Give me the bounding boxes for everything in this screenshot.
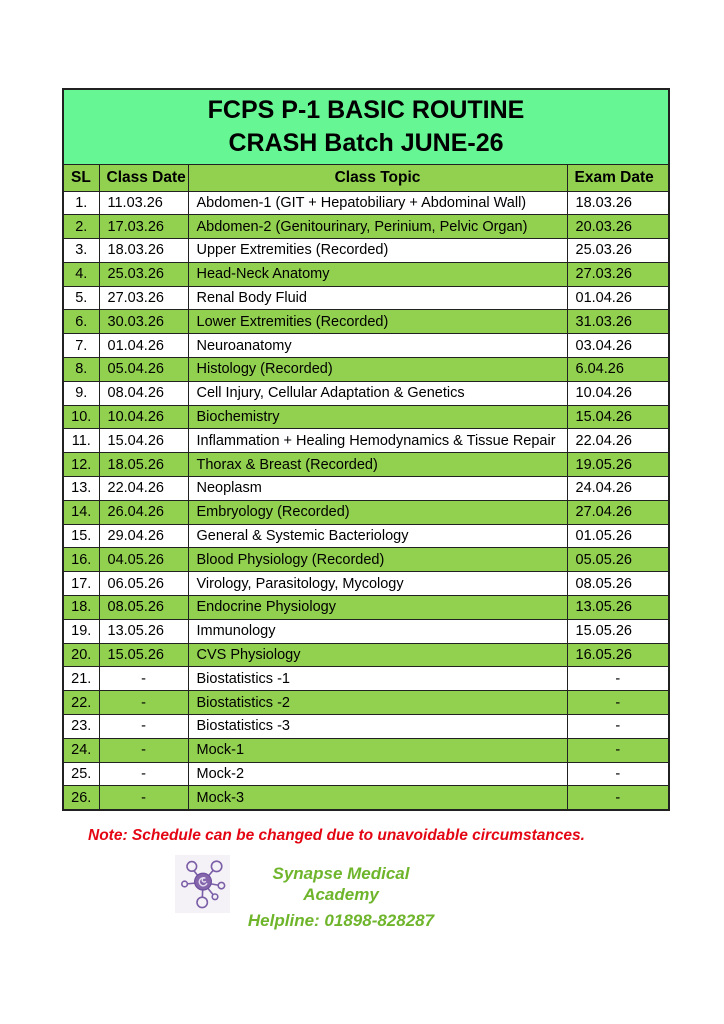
class-date-cell: -: [99, 738, 188, 762]
exam-date-cell: 24.04.26: [567, 477, 669, 501]
class-date-cell: 30.03.26: [99, 310, 188, 334]
exam-date-cell: -: [567, 691, 669, 715]
class-topic-cell: Mock-3: [188, 786, 567, 810]
table-row: [63, 310, 669, 334]
exam-date-cell: 10.04.26: [567, 381, 669, 405]
class-topic-cell: Virology, Parasitology, Mycology: [188, 572, 567, 596]
header-class-date: Class Date: [99, 164, 188, 191]
class-date-cell: 17.03.26: [99, 215, 188, 239]
class-date-cell: 08.05.26: [99, 596, 188, 620]
class-topic-cell: Biostatistics -3: [188, 715, 567, 739]
table-row: [63, 596, 669, 620]
synapse-molecule-icon: [179, 858, 227, 910]
table-row: [63, 477, 669, 501]
table-row: [63, 191, 669, 215]
sl-cell: 1.: [63, 191, 99, 215]
academy-info: [234, 863, 448, 931]
sl-cell: 24.: [63, 738, 99, 762]
exam-date-cell: -: [567, 715, 669, 739]
class-date-cell: 22.04.26: [99, 477, 188, 501]
class-topic-cell: Lower Extremities (Recorded): [188, 310, 567, 334]
class-date-cell: 05.04.26: [99, 358, 188, 382]
column-header-row: [63, 164, 669, 191]
class-date-cell: 29.04.26: [99, 524, 188, 548]
table-row: [63, 691, 669, 715]
sl-cell: 26.: [63, 786, 99, 810]
exam-date-cell: 27.03.26: [567, 262, 669, 286]
sl-cell: 3.: [63, 239, 99, 263]
exam-date-cell: 03.04.26: [567, 334, 669, 358]
schedule-table: [62, 88, 670, 811]
class-topic-cell: Embryology (Recorded): [188, 500, 567, 524]
table-row: [63, 262, 669, 286]
table-row: [63, 738, 669, 762]
sl-cell: 16.: [63, 548, 99, 572]
exam-date-cell: 16.05.26: [567, 643, 669, 667]
table-row: [63, 429, 669, 453]
routine-table-container: [62, 88, 668, 811]
table-row: [63, 239, 669, 263]
class-date-cell: 18.05.26: [99, 453, 188, 477]
exam-date-cell: 01.05.26: [567, 524, 669, 548]
class-topic-cell: Cell Injury, Cellular Adaptation & Genetics: [188, 381, 567, 405]
class-date-cell: -: [99, 667, 188, 691]
sl-cell: 5.: [63, 286, 99, 310]
class-date-cell: 27.03.26: [99, 286, 188, 310]
class-topic-cell: Blood Physiology (Recorded): [188, 548, 567, 572]
exam-date-cell: 25.03.26: [567, 239, 669, 263]
table-row: [63, 453, 669, 477]
schedule-table-body: [63, 191, 669, 810]
class-topic-cell: Biostatistics -1: [188, 667, 567, 691]
exam-date-cell: 27.04.26: [567, 500, 669, 524]
exam-date-cell: 15.04.26: [567, 405, 669, 429]
sl-cell: 7.: [63, 334, 99, 358]
class-topic-cell: Mock-2: [188, 762, 567, 786]
class-date-cell: -: [99, 762, 188, 786]
class-topic-cell: Neuroanatomy: [188, 334, 567, 358]
sl-cell: 6.: [63, 310, 99, 334]
class-date-cell: 06.05.26: [99, 572, 188, 596]
sl-cell: 20.: [63, 643, 99, 667]
sl-cell: 15.: [63, 524, 99, 548]
exam-date-cell: -: [567, 667, 669, 691]
class-date-cell: 11.03.26: [99, 191, 188, 215]
sl-cell: 23.: [63, 715, 99, 739]
table-row: [63, 286, 669, 310]
table-row: [63, 358, 669, 382]
exam-date-cell: 08.05.26: [567, 572, 669, 596]
table-row: [63, 381, 669, 405]
header-exam-date: Exam Date: [567, 164, 669, 191]
exam-date-cell: -: [567, 738, 669, 762]
sl-cell: 2.: [63, 215, 99, 239]
class-topic-cell: Thorax & Breast (Recorded): [188, 453, 567, 477]
exam-date-cell: 15.05.26: [567, 619, 669, 643]
exam-date-cell: 18.03.26: [567, 191, 669, 215]
exam-date-cell: 05.05.26: [567, 548, 669, 572]
class-date-cell: 04.05.26: [99, 548, 188, 572]
table-row: [63, 572, 669, 596]
class-topic-cell: Endocrine Physiology: [188, 596, 567, 620]
exam-date-cell: -: [567, 786, 669, 810]
class-topic-cell: CVS Physiology: [188, 643, 567, 667]
class-topic-cell: Renal Body Fluid: [188, 286, 567, 310]
class-date-cell: 01.04.26: [99, 334, 188, 358]
helpline-number: Helpline: 01898-828287: [247, 911, 435, 930]
sl-cell: 8.: [63, 358, 99, 382]
table-row: [63, 524, 669, 548]
title-line-2: CRASH Batch JUNE-26: [228, 128, 504, 157]
sl-cell: 18.: [63, 596, 99, 620]
exam-date-cell: 01.04.26: [567, 286, 669, 310]
sl-cell: 19.: [63, 619, 99, 643]
exam-date-cell: 22.04.26: [567, 429, 669, 453]
title-row: [63, 89, 669, 164]
table-row: [63, 643, 669, 667]
class-date-cell: 15.04.26: [99, 429, 188, 453]
table-row: [63, 334, 669, 358]
class-topic-cell: Mock-1: [188, 738, 567, 762]
sl-cell: 12.: [63, 453, 99, 477]
exam-date-cell: 13.05.26: [567, 596, 669, 620]
sl-cell: 17.: [63, 572, 99, 596]
exam-date-cell: -: [567, 762, 669, 786]
class-date-cell: 18.03.26: [99, 239, 188, 263]
class-date-cell: 25.03.26: [99, 262, 188, 286]
table-row: [63, 619, 669, 643]
sl-cell: 22.: [63, 691, 99, 715]
class-date-cell: 13.05.26: [99, 619, 188, 643]
table-row: [63, 715, 669, 739]
table-row: [63, 405, 669, 429]
sl-cell: 10.: [63, 405, 99, 429]
class-topic-cell: Biostatistics -2: [188, 691, 567, 715]
class-topic-cell: Inflammation + Healing Hemodynamics & Tissue Repair: [188, 429, 567, 453]
sl-cell: 4.: [63, 262, 99, 286]
academy-name: Synapse Medical Academy: [272, 864, 410, 904]
exam-date-cell: 31.03.26: [567, 310, 669, 334]
sl-cell: 9.: [63, 381, 99, 405]
table-row: [63, 786, 669, 810]
table-row: [63, 500, 669, 524]
exam-date-cell: 19.05.26: [567, 453, 669, 477]
sl-cell: 11.: [63, 429, 99, 453]
class-topic-cell: Upper Extremities (Recorded): [188, 239, 567, 263]
table-row: [63, 762, 669, 786]
class-date-cell: -: [99, 715, 188, 739]
class-date-cell: -: [99, 691, 188, 715]
sl-cell: 21.: [63, 667, 99, 691]
table-row: [63, 548, 669, 572]
sl-cell: 14.: [63, 500, 99, 524]
class-topic-cell: Immunology: [188, 619, 567, 643]
table-row: [63, 215, 669, 239]
exam-date-cell: 20.03.26: [567, 215, 669, 239]
header-class-topic: Class Topic: [188, 164, 567, 191]
class-date-cell: -: [99, 786, 188, 810]
class-date-cell: 08.04.26: [99, 381, 188, 405]
class-topic-cell: Histology (Recorded): [188, 358, 567, 382]
sl-cell: 13.: [63, 477, 99, 501]
class-topic-cell: Neoplasm: [188, 477, 567, 501]
class-topic-cell: Head-Neck Anatomy: [188, 262, 567, 286]
schedule-note: Note: Schedule can be changed due to unavoidable circumstances.: [88, 827, 585, 844]
class-date-cell: 26.04.26: [99, 500, 188, 524]
page-title: [63, 89, 669, 164]
exam-date-cell: 6.04.26: [567, 358, 669, 382]
table-row: [63, 667, 669, 691]
class-topic-cell: Abdomen-2 (Genitourinary, Perinium, Pelvic Organ): [188, 215, 567, 239]
academy-logo: [175, 855, 230, 913]
sl-cell: 25.: [63, 762, 99, 786]
title-line-1: FCPS P-1 BASIC ROUTINE: [207, 95, 525, 124]
class-date-cell: 15.05.26: [99, 643, 188, 667]
class-topic-cell: Biochemistry: [188, 405, 567, 429]
class-date-cell: 10.04.26: [99, 405, 188, 429]
header-sl: SL: [63, 164, 99, 191]
class-topic-cell: General & Systemic Bacteriology: [188, 524, 567, 548]
class-topic-cell: Abdomen-1 (GIT + Hepatobiliary + Abdominal Wall): [188, 191, 567, 215]
